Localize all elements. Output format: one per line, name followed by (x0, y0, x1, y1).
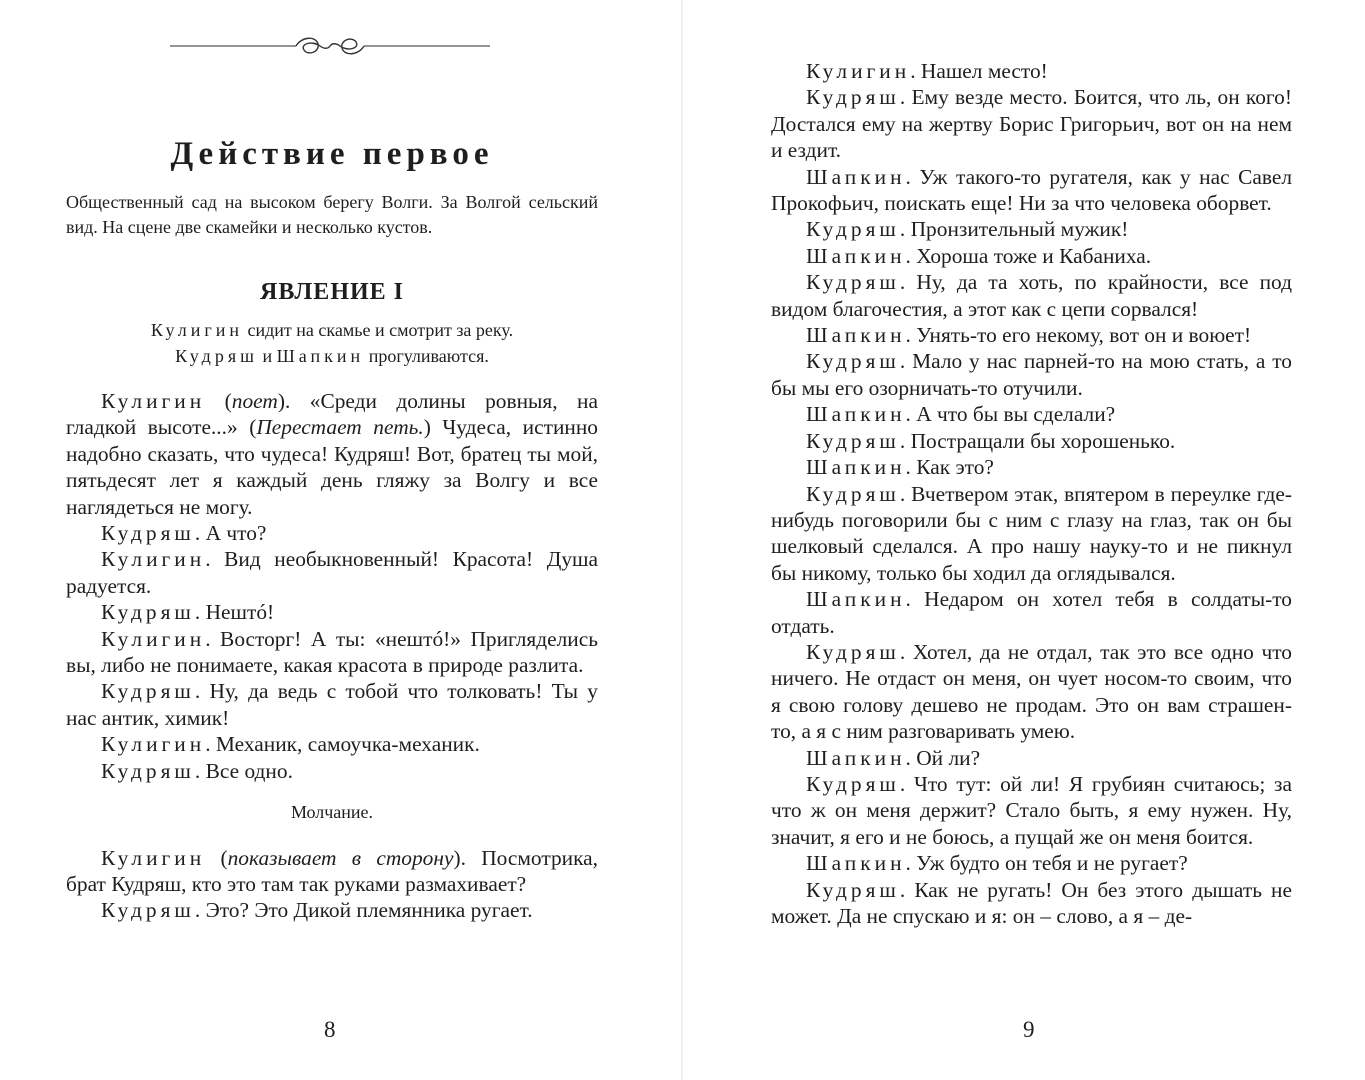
scene-title: ЯВЛЕНИЕ I (260, 279, 404, 305)
speaker-name: Кудряш (806, 639, 900, 664)
right-page (683, 0, 1365, 1080)
dialogue-line (66, 897, 598, 923)
dialogue-line (771, 216, 1292, 242)
speaker-name: Кудряш (101, 898, 195, 923)
speaker-name: Кудряш (806, 270, 900, 295)
dialogue-text: . Как не ругать! Он без этого дышать не может. Да не спускаю и я: он – слово, а я – де- (771, 877, 1292, 928)
dialogue-text: . Механик, самоучка-механик. (205, 732, 480, 757)
speaker-name: Кудряш (101, 758, 195, 783)
dialogue-line (771, 348, 1292, 401)
dialogue-line (771, 639, 1292, 745)
dialogue-line (771, 58, 1292, 84)
speaker-name: Кулигин (806, 59, 911, 83)
speaker-name: Кудряш (806, 217, 900, 242)
speaker-name: Шапкин (276, 346, 365, 366)
dialogue-line (66, 758, 598, 784)
speaker-name: Кудряш (806, 771, 900, 796)
dialogue-text: . Недаром он хотел тебя в солдаты-то отдать. (771, 587, 1292, 638)
act-title: Действие первое (170, 136, 494, 172)
dialogue-text: ) Чудеса, истинно надобно сказать, что чудеса! Кудряш! Вот, братец ты мой, пятьдесят лет я каждый день гляжу за Волгу и все наглядеться не могу. (66, 415, 599, 519)
scene-direction-text: сидит на скамье и смотрит за реку. (243, 320, 514, 340)
speaker-name: Шапкин (806, 323, 906, 348)
dialogue-line (771, 877, 1292, 930)
speaker-name: Кулигин (150, 320, 244, 340)
dialogue-text: ). Посмотрика, брат Кудряш, кто это там так руками размахивает? (66, 845, 598, 896)
speaker-name: Кудряш (101, 679, 195, 704)
dialogue-text: . Хороша тоже и Кабаниха. (905, 243, 1152, 268)
dialogue-line (771, 243, 1292, 269)
speaker-name: Шапкин (806, 587, 906, 612)
dialogue-line (771, 269, 1292, 322)
dialogue-text: . Постращали бы хорошенько. (899, 428, 1176, 453)
dialogue-text: . Ой ли? (905, 745, 981, 770)
scene-direction-text: прогуливаются. (364, 346, 489, 366)
dialogue-line (771, 850, 1292, 876)
silence-direction: Молчание. (290, 802, 374, 823)
dialogue-line (66, 731, 598, 757)
speaker-name: Кулигин (101, 732, 206, 757)
scene-direction (66, 317, 598, 369)
stage-remark: Перестает петь. (256, 415, 424, 440)
dialogue-text: . Все одно. (194, 758, 293, 783)
dialogue-text: . Уж будто он тебя и не ругает? (905, 851, 1188, 876)
dialogue-line (66, 546, 598, 599)
dialogue-line (771, 322, 1292, 348)
dialogue-line (771, 745, 1292, 771)
speaker-name: Кудряш (806, 877, 900, 902)
dialogue-text: . Нештó! (194, 600, 275, 625)
dialogue-body (771, 58, 1292, 929)
dialogue-line (66, 626, 598, 679)
dialogue-text: . Это? Это Дикой племянника ругает. (194, 898, 533, 923)
dialogue-text: . Как это? (905, 455, 994, 480)
dialogue-line (66, 845, 598, 898)
dialogue-line (771, 454, 1292, 480)
speaker-name: Кудряш (806, 85, 900, 110)
dialogue-text: . Унять-то его некому, вот он и воюет! (905, 323, 1252, 348)
dialogue-line (66, 678, 598, 731)
stage-remark: показывает в сторону (227, 845, 454, 870)
speaker-name: Кудряш (101, 521, 195, 546)
speaker-name: Шапкин (806, 851, 906, 876)
dialogue-text: . Что тут: ой ли! Я грубиян считаюсь; за что ж он меня держит? Стало быть, я ему нужен. Ну, значит, я его и не боюсь, а пущай же он меня боится. (771, 771, 1292, 849)
dialogue-text: . Восторг! А ты: «нештó!» Пригляделись вы, либо не понимаете, какая красота в природе разлита. (66, 626, 598, 678)
dialogue-line (771, 164, 1292, 217)
dialogue-line (771, 586, 1292, 639)
dialogue-line (771, 771, 1292, 850)
dialogue-body (66, 388, 598, 924)
page-number: 8 (324, 1017, 336, 1042)
speaker-name: Шапкин (806, 243, 906, 268)
speaker-name: Кудряш (806, 481, 900, 506)
dialogue-line (771, 401, 1292, 427)
dialogue-line (771, 481, 1292, 587)
dialogue-text: . Мало у нас парней-то на мою стать, а то бы мы его озорничать-то отучили. (771, 349, 1292, 400)
dialogue-line (66, 599, 598, 625)
dialogue-text: . А что бы вы сделали? (905, 402, 1116, 427)
speaker-name: Шапкин (806, 402, 906, 427)
dialogue-text: ). «Среди долины ровныя, на гладкой высоте...» ( (66, 389, 598, 440)
stage-direction: Общественный сад на высоком берегу Волги. За Волгой сельский вид. На сцене две скамейки и несколько кустов. (66, 192, 598, 237)
speaker-name: Шапкин (806, 164, 906, 189)
dialogue-text: . Пронзительный мужик! (899, 217, 1129, 242)
dialogue-text: . Нашел место! (910, 59, 1048, 83)
dialogue-text: . Вчетвером этак, впятером в переулке где-нибудь поговорили бы с ним с глазу на глаз, так он бы шелковый сделался. А про нашу науку-то и не пикнул бы никому, только бы ходил да оглядывался. (771, 481, 1292, 585)
speaker-name: Кулигин (101, 626, 206, 651)
stage-remark: поет (231, 389, 278, 413)
dialogue-text: . Ему везде место. Боится, что ль, он кого! Достался ему на жертву Борис Григорьич, вот он на нем и ездит. (771, 85, 1292, 163)
dialogue-text: . Уж такого-то ругателя, как у нас Савел Прокофьич, поискать еще! Ни за что человека оборвет. (771, 164, 1292, 216)
speaker-name: Шапкин (806, 455, 906, 480)
left-page (0, 0, 682, 1080)
dialogue-line (66, 520, 598, 546)
speaker-name: Шапкин (806, 745, 906, 770)
dialogue-text: . Вид необыкновенный! Красота! Душа радуется. (66, 547, 598, 598)
page-number: 9 (1023, 1017, 1035, 1042)
ornament-divider-icon (170, 32, 490, 64)
dialogue-text: . Ну, да та хоть, по крайности, все под видом благочестия, а этот как с цепи сорвался! (771, 270, 1292, 321)
scene-direction-text: и (257, 346, 277, 366)
dialogue-text: . Хотел, да не отдал, так это все одно что ничего. Не отдаст он меня, он чует носом-то своим, что я свою голову дешево не продам. Это он вам страшен-то, а я с ним разговаривать умею. (771, 639, 1292, 744)
speaker-name: Кудряш (175, 346, 258, 366)
speaker-name: Кудряш (101, 600, 195, 625)
speaker-name: Кулигин (101, 389, 206, 413)
dialogue-line (771, 84, 1292, 163)
dialogue-text: ( (205, 389, 232, 413)
speaker-name: Кулигин (101, 845, 206, 870)
speaker-name: Кудряш (806, 349, 900, 374)
dialogue-text: . Ну, да ведь с тобой что толковать! Ты у нас антик, химик! (66, 679, 598, 730)
speaker-name: Кудряш (806, 428, 900, 453)
dialogue-line (771, 428, 1292, 454)
dialogue-text: . А что? (194, 521, 267, 546)
dialogue-text: ( (205, 845, 228, 870)
dialogue-line (66, 388, 598, 520)
speaker-name: Кулигин (101, 547, 206, 572)
